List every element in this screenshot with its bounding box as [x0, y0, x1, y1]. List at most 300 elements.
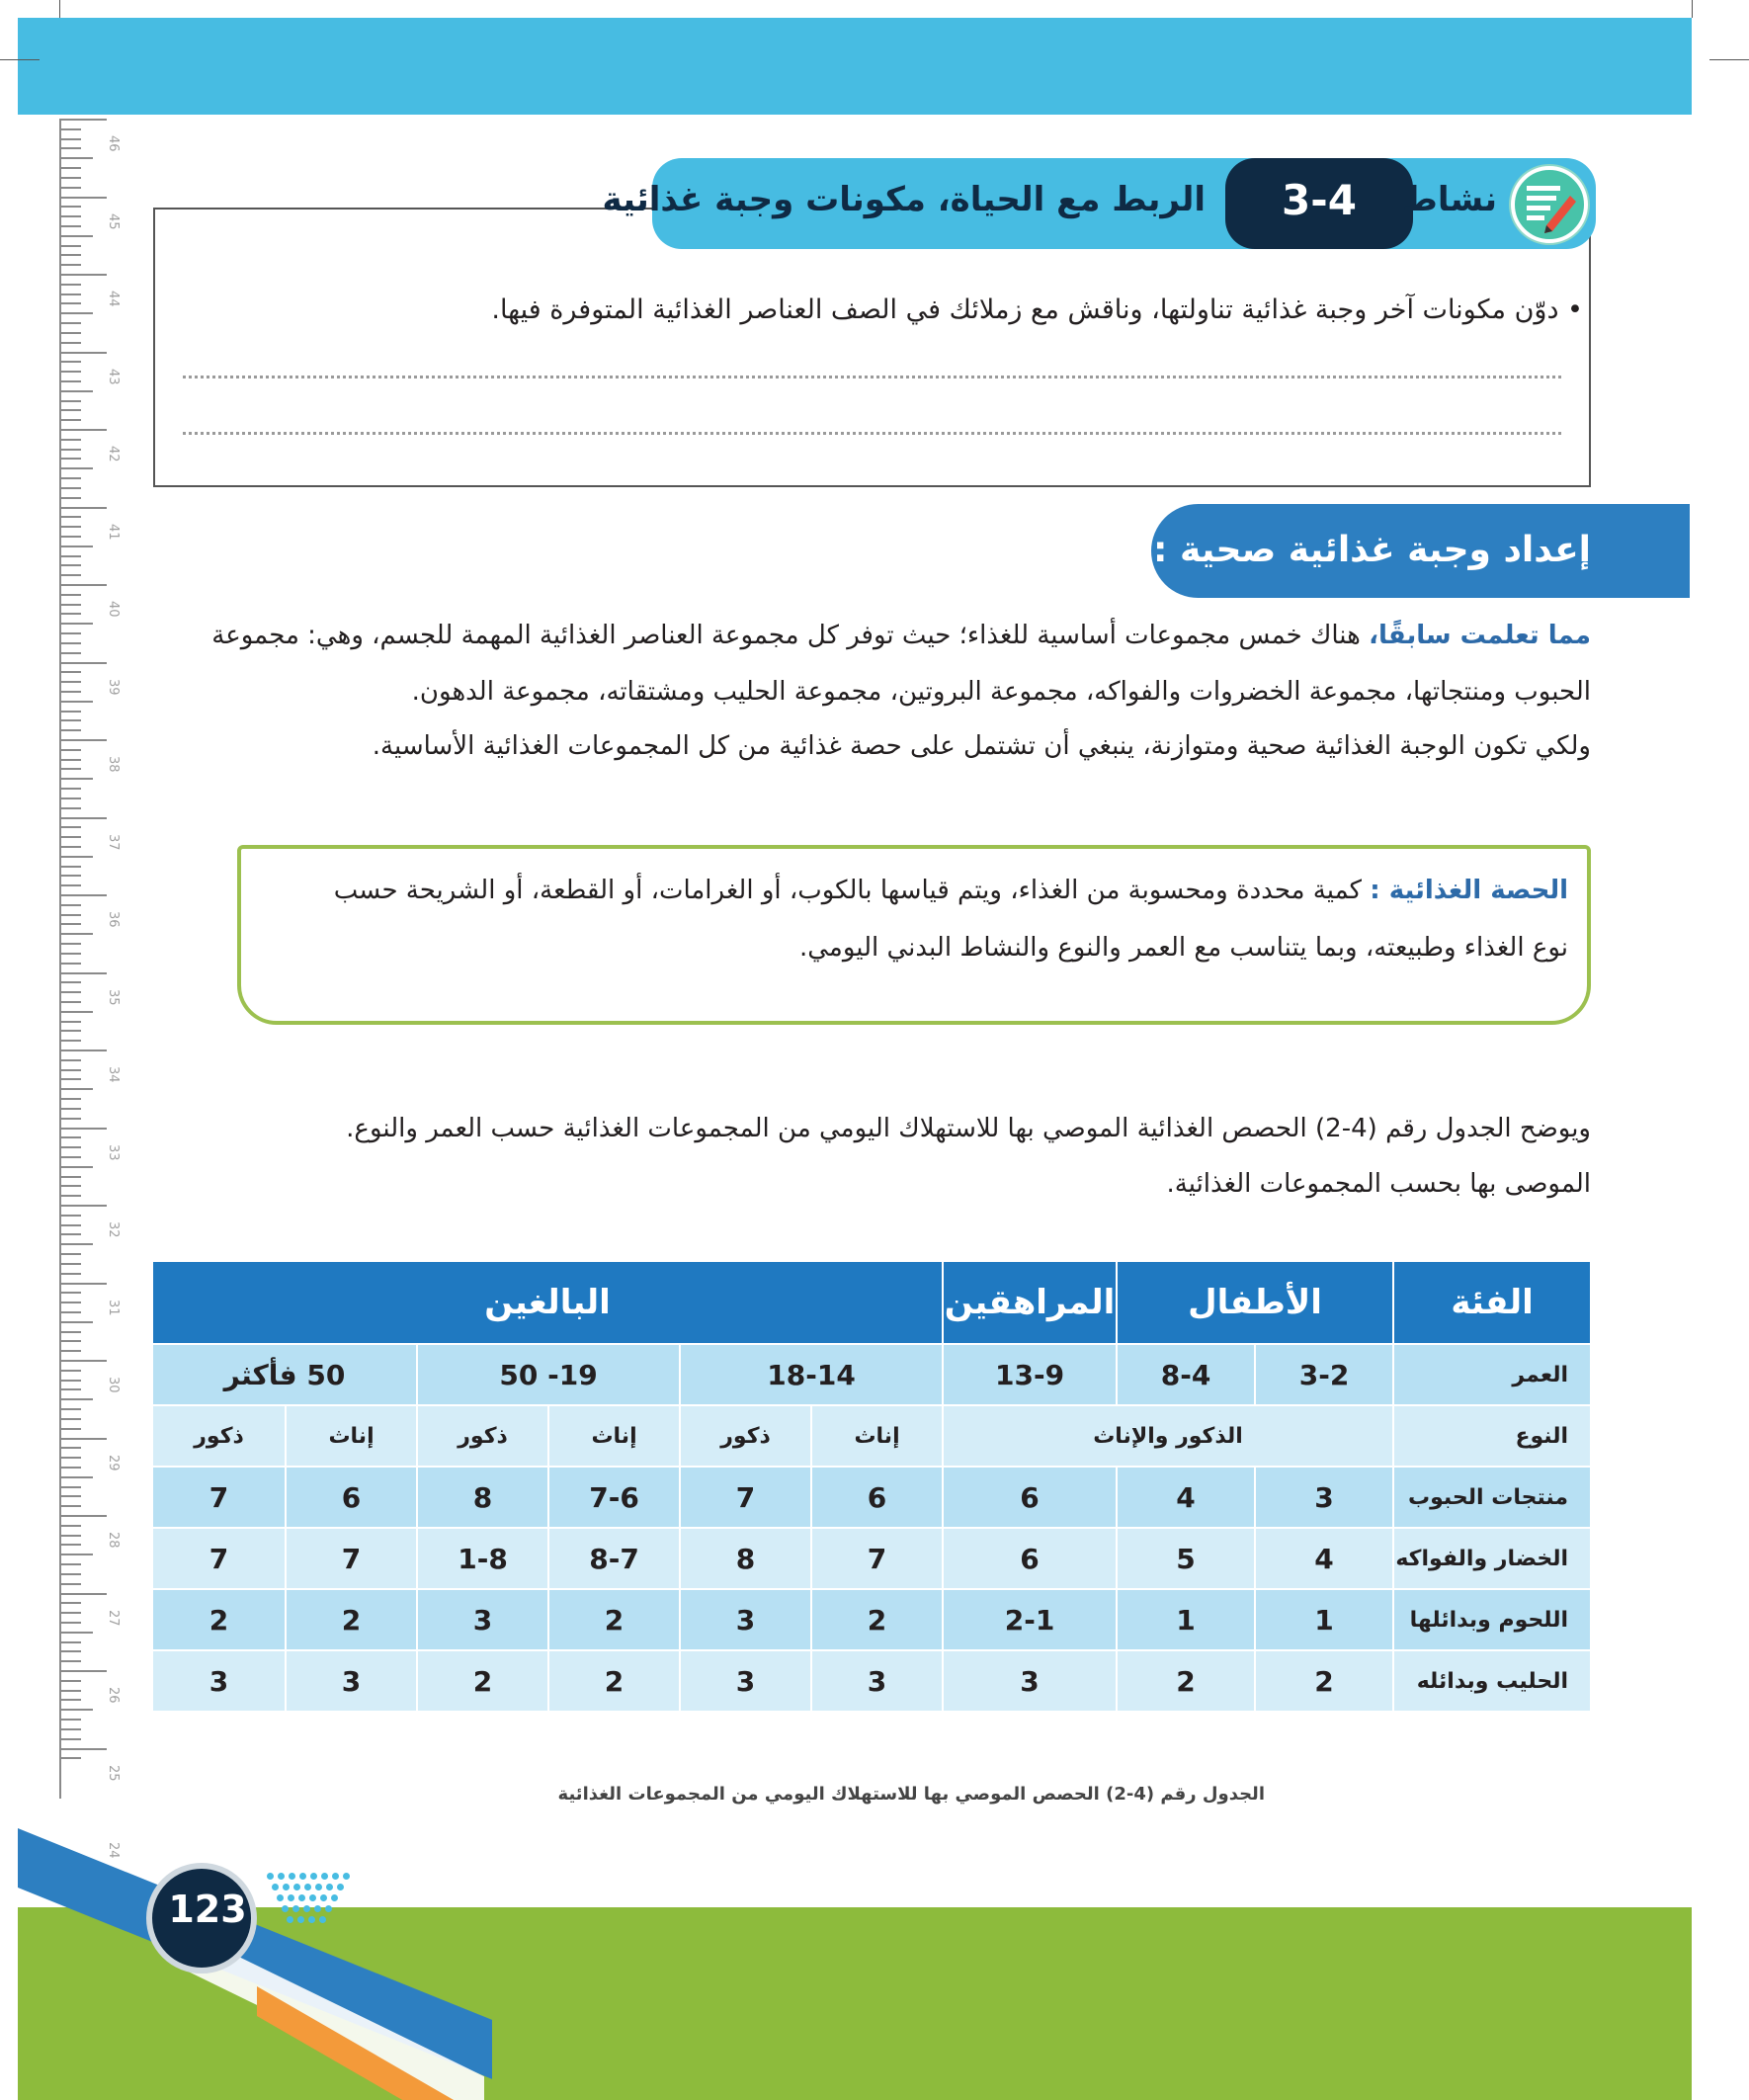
ruler-tick [59, 923, 81, 925]
value-cell: 1 [1117, 1589, 1255, 1650]
ruler-tick [59, 1380, 81, 1382]
ruler-tick [59, 991, 81, 993]
ruler-number: 36 [106, 911, 121, 928]
ruler-tick [59, 1311, 81, 1313]
ruler-tick [59, 1050, 107, 1051]
top-color-band [18, 18, 1692, 115]
ruler-tick [59, 487, 81, 489]
ruler-tick [59, 1728, 81, 1730]
intro-highlight: مما تعلمت سابقًا، [1369, 621, 1591, 650]
value-cell: 3 [286, 1650, 417, 1712]
logo-dot [304, 1884, 311, 1890]
ruler-tick [59, 1583, 81, 1585]
value-cell: 1 [1255, 1589, 1393, 1650]
ruler-tick [59, 254, 81, 256]
ruler-tick [59, 642, 81, 644]
ruler-tick [59, 1273, 81, 1275]
ruler-tick [59, 516, 81, 518]
ruler-number: 44 [106, 291, 121, 307]
ruler-tick [59, 1709, 93, 1711]
answer-line[interactable] [183, 432, 1561, 435]
table-row [152, 1528, 1591, 1589]
ruler-tick [59, 1699, 81, 1701]
ruler-tick [59, 1418, 81, 1420]
ruler-tick [59, 1136, 81, 1138]
value-cell: 7 [811, 1528, 943, 1589]
table-age-row [152, 1344, 1591, 1405]
ruler-tick [59, 302, 81, 304]
ruler-tick [59, 1650, 81, 1652]
logo-dot [297, 1916, 304, 1923]
intro-line-3: ولكي تكون الوجبة الغذائية صحية ومتوازنة، ينبغي أن تشتمل على حصة غذائية من كل المجموعات الغذائية الأساسية. [372, 731, 1591, 761]
logo-dot [272, 1884, 279, 1890]
table-caption: الجدول رقم (4-2) الحصص الموصي بها للاستهلاك اليومي من المجموعات الغذائية [557, 1784, 1265, 1805]
ruler-number: 45 [106, 212, 121, 230]
value-cell: 2 [152, 1589, 286, 1650]
definition-line-1 [334, 876, 1568, 905]
intro-line-1-text: هناك خمس مجموعات أساسية للغذاء؛ حيث توفر كل مجموعة العناصر الغذائية المهمة للجسم، وهي: مجموعة [211, 621, 1370, 650]
ruler-tick [59, 1011, 93, 1013]
ruler-tick [59, 419, 81, 421]
logo-dot [315, 1884, 322, 1890]
ruler-number: 35 [106, 988, 121, 1006]
value-cell: 8 [417, 1467, 548, 1528]
ruler-tick [59, 671, 81, 673]
section-header [1151, 504, 1690, 598]
ruler-tick [59, 904, 81, 906]
value-cell: 7-6 [548, 1467, 680, 1528]
crop-mark [1692, 0, 1693, 18]
value-cell: 3 [943, 1650, 1117, 1712]
ruler-tick [59, 1224, 81, 1226]
logo-dot [343, 1873, 350, 1880]
ruler-tick [59, 574, 81, 576]
ruler-tick [59, 1040, 81, 1042]
ruler-tick [59, 1428, 81, 1430]
value-cell: 5 [1117, 1528, 1255, 1589]
value-cell: 3 [152, 1650, 286, 1712]
ruler-tick [59, 187, 81, 189]
ruler-number: 43 [106, 368, 121, 385]
table-intro-line-2: الموصى بها بحسب المجموعات الغذائية. [1166, 1169, 1591, 1199]
activity-number: 3-4 [1282, 176, 1357, 224]
ruler-tick [59, 729, 81, 731]
value-cell: 2-1 [943, 1589, 1117, 1650]
age-cell: 8-4 [1117, 1344, 1255, 1405]
ruler-tick [59, 739, 107, 741]
ruler-tick [59, 294, 81, 295]
section-title: إعداد وجبة غذائية صحية : [1153, 530, 1591, 570]
logo-dot [310, 1873, 317, 1880]
table-sex-row [152, 1405, 1591, 1467]
value-cell: 2 [548, 1589, 680, 1650]
ruler-tick [59, 1476, 93, 1478]
ruler-tick [59, 719, 81, 721]
logo-dot [298, 1894, 305, 1901]
ruler-tick [59, 1243, 93, 1245]
table-row [152, 1467, 1591, 1528]
ruler-tick [59, 1215, 81, 1217]
value-cell: 2 [811, 1589, 943, 1650]
ruler-tick [59, 584, 107, 586]
row-label: الخضار والفواكه [1393, 1528, 1591, 1589]
ruler-tick [59, 953, 81, 955]
ruler-tick [59, 1505, 81, 1507]
value-cell: 6 [943, 1467, 1117, 1528]
ruler-tick [59, 1563, 81, 1565]
logo-dot [325, 1905, 332, 1912]
logo-dot [288, 1894, 294, 1901]
logo-dot [283, 1884, 290, 1890]
definition-line-1-text: كمية محددة ومحسوبة من الغذاء، ويتم قياسها بالكوب، أو الغرامات، أو القطعة، أو الشريحة حسب [333, 876, 1371, 905]
ruler-tick [59, 312, 93, 314]
ruler-tick [59, 1253, 81, 1255]
ruler-tick [59, 361, 81, 363]
page-number: 123 [168, 1888, 247, 1931]
ruler-tick [59, 429, 107, 431]
ruler-tick [59, 555, 81, 557]
ruler-tick [59, 1486, 81, 1488]
logo-dot [321, 1873, 328, 1880]
ruler-tick [59, 1321, 93, 1323]
ruler-tick [59, 1302, 81, 1303]
ruler-tick [59, 768, 81, 770]
value-cell: 3 [680, 1650, 811, 1712]
ruler-tick [59, 439, 81, 441]
ruler-tick [59, 449, 81, 451]
logo-dot [303, 1905, 310, 1912]
logo-dot [289, 1873, 295, 1880]
sex-label: النوع [1393, 1405, 1591, 1467]
ruler-tick [59, 1108, 81, 1110]
ruler-tick [59, 826, 81, 828]
ruler-number: 26 [106, 1687, 121, 1704]
ruler-tick [59, 284, 81, 286]
ruler-tick [59, 1185, 81, 1187]
ruler-tick [59, 564, 81, 566]
ruler-number: 34 [106, 1066, 121, 1083]
logo-dot [293, 1884, 300, 1890]
ruler-tick [59, 613, 81, 615]
side-ruler [59, 119, 121, 1859]
ruler-tick [59, 1554, 93, 1555]
ruler-tick [59, 215, 81, 217]
definition-term: الحصة الغذائية : [1370, 876, 1568, 905]
servings-table [151, 1260, 1592, 1713]
logo-dot [277, 1894, 284, 1901]
value-cell: 3 [680, 1589, 811, 1650]
value-cell: 3 [1255, 1467, 1393, 1528]
ruler-tick [59, 477, 81, 479]
value-cell: 6 [811, 1467, 943, 1528]
ruler-tick [59, 1525, 81, 1527]
ruler-tick [59, 1021, 81, 1023]
ruler-tick [59, 1283, 107, 1285]
ruler-tick [59, 1370, 81, 1372]
ruler-tick [59, 1088, 93, 1090]
header-adults: البالغين [152, 1261, 943, 1344]
ruler-tick [59, 807, 81, 809]
ruler-tick [59, 225, 81, 227]
logo-dot [337, 1884, 344, 1890]
logo-dot [331, 1894, 338, 1901]
ruler-tick [59, 322, 81, 324]
ruler-tick [59, 1146, 81, 1148]
value-cell: 2 [286, 1589, 417, 1650]
value-cell: 7 [152, 1467, 286, 1528]
ruler-tick [59, 1350, 81, 1352]
ruler-tick [59, 1001, 81, 1003]
ruler-tick [59, 245, 81, 247]
ruler-tick [59, 1030, 81, 1032]
ruler-tick [59, 177, 81, 179]
activity-title: الربط مع الحياة، مكونات وجبة غذائية [602, 180, 1206, 219]
ruler-tick [59, 662, 107, 664]
ruler-tick [59, 933, 93, 935]
age-cell: 13-9 [943, 1344, 1117, 1405]
ruler-tick [59, 866, 81, 868]
ruler-tick [59, 1340, 81, 1342]
value-cell: 4 [1255, 1528, 1393, 1589]
ruler-tick [59, 1176, 81, 1178]
value-cell: 2 [1117, 1650, 1255, 1712]
logo-dot [332, 1873, 339, 1880]
ruler-tick [59, 778, 93, 780]
ruler-tick [59, 390, 93, 392]
value-cell: 2 [548, 1650, 680, 1712]
age-cell: 19- 50 [417, 1344, 680, 1405]
value-cell: 7 [680, 1467, 811, 1528]
intro-line-1 [211, 621, 1591, 651]
notepad-pencil-icon [1511, 166, 1588, 243]
ruler-tick [59, 652, 81, 654]
male-cell: ذكور [152, 1405, 286, 1467]
value-cell: 8-7 [548, 1528, 680, 1589]
ruler-tick [59, 546, 93, 547]
ruler-tick [59, 371, 81, 373]
crop-mark [0, 59, 40, 60]
table-row [152, 1650, 1591, 1712]
crop-mark [1709, 59, 1749, 60]
header-category: الفئة [1393, 1261, 1591, 1344]
ruler-tick [59, 128, 81, 130]
ruler-number: 30 [106, 1377, 121, 1393]
ruler-tick [59, 875, 81, 877]
ruler-tick [59, 342, 81, 344]
ruler-tick [59, 1166, 93, 1168]
ruler-number: 25 [106, 1764, 121, 1782]
ruler-tick [59, 681, 81, 683]
ministry-logo-icon [267, 1873, 356, 1932]
ruler-tick [59, 264, 81, 266]
ruler-tick [59, 1593, 107, 1595]
ruler-tick [59, 632, 81, 634]
ruler-tick [59, 817, 107, 819]
logo-dot [292, 1905, 299, 1912]
ruler-tick [59, 972, 107, 974]
ruler-tick [59, 943, 81, 945]
header-teens: المراهقين [943, 1261, 1117, 1344]
ruler-tick [59, 1690, 81, 1692]
ruler-tick [59, 1515, 107, 1517]
ruler-tick [59, 1098, 81, 1100]
logo-dot [278, 1873, 285, 1880]
ruler-number: 39 [106, 678, 121, 696]
ruler-tick [59, 1447, 81, 1449]
definition-line-2: نوع الغذاء وطبيعته، وبما يتناسب مع العمر والنوع والنشاط البدني اليومي. [798, 933, 1568, 963]
ruler-tick [59, 1748, 107, 1750]
female-cell: إناث [811, 1405, 943, 1467]
ruler-tick [59, 1059, 81, 1061]
ruler-tick [59, 1660, 81, 1662]
ruler-tick [59, 856, 93, 858]
ruler-tick [59, 197, 107, 199]
value-cell: 7 [286, 1528, 417, 1589]
value-cell: 1-8 [417, 1528, 548, 1589]
ruler-number: 27 [106, 1609, 121, 1627]
ruler-tick [59, 400, 81, 402]
ruler-number: 31 [106, 1299, 121, 1316]
ruler-tick [59, 332, 81, 334]
ruler-tick [59, 1641, 81, 1643]
value-cell: 4 [1117, 1467, 1255, 1528]
activity-instruction: • دوّن مكونات آخر وجبة غذائية تناولتها، وناقش مع زملائك في الصف العناصر الغذائية المتوفرة فيها. [491, 294, 1583, 325]
logo-dot [326, 1884, 333, 1890]
ruler-tick [59, 623, 93, 625]
ruler-tick [59, 1602, 81, 1604]
ruler-tick [59, 497, 81, 499]
ruler-tick [59, 1495, 81, 1497]
ruler-tick [59, 749, 81, 751]
ruler-number: 28 [106, 1532, 121, 1549]
logo-dot [314, 1905, 321, 1912]
ruler-tick [59, 884, 81, 886]
intro-line-2: الحبوب ومنتجاتها، مجموعة الخضروات والفواكه، مجموعة البروتين، مجموعة الحليب ومشتقاته، مجموعة الدهون. [411, 677, 1591, 707]
activity-header [602, 158, 1596, 249]
ruler-tick [59, 846, 81, 848]
ruler-number: 24 [106, 1842, 121, 1859]
ruler-tick [59, 711, 81, 713]
ruler-tick [59, 1331, 81, 1333]
ruler-number: 33 [106, 1143, 121, 1161]
ruler-tick [59, 352, 107, 354]
ruler-tick [59, 1680, 81, 1682]
age-cell: 50 فأكثر [152, 1344, 417, 1405]
ruler-tick [59, 1408, 81, 1410]
logo-dot [299, 1873, 306, 1880]
ruler-number: 29 [106, 1454, 121, 1471]
both-sexes-cell: الذكور والإناث [943, 1405, 1393, 1467]
ruler-number: 46 [106, 135, 121, 152]
ruler-tick [59, 701, 93, 703]
ruler-tick [59, 235, 93, 237]
ruler-tick [59, 1535, 81, 1537]
ruler-tick [59, 1398, 93, 1400]
ruler-tick [59, 1757, 81, 1759]
ruler-tick [59, 1457, 81, 1459]
ruler-tick [59, 914, 81, 916]
ruler-tick [59, 1263, 81, 1265]
ruler-tick [59, 788, 81, 790]
table-row [152, 1589, 1591, 1650]
ruler-tick [59, 467, 93, 469]
ruler-tick [59, 526, 81, 528]
value-cell: 3 [811, 1650, 943, 1712]
age-cell: 18-14 [680, 1344, 943, 1405]
ruler-tick [59, 507, 107, 509]
ruler-tick [59, 458, 81, 460]
value-cell: 7 [152, 1528, 286, 1589]
ruler-tick [59, 1670, 107, 1672]
female-cell: إناث [548, 1405, 680, 1467]
ruler-tick [59, 894, 107, 896]
ruler-tick [59, 409, 81, 411]
ruler-tick [59, 147, 81, 149]
ruler-tick [59, 1719, 81, 1721]
ruler-number: 38 [106, 756, 121, 773]
logo-dot [309, 1894, 316, 1901]
ruler-tick [59, 1388, 81, 1390]
value-cell: 6 [286, 1467, 417, 1528]
ruler-tick [59, 1632, 93, 1634]
ruler-tick [59, 1573, 81, 1575]
ruler-tick [59, 1205, 107, 1207]
ruler-tick [59, 1292, 81, 1294]
ruler-tick [59, 274, 107, 276]
activity-label: نشاط [1402, 180, 1497, 219]
row-label: الحليب وبدائله [1393, 1650, 1591, 1712]
logo-dot [282, 1905, 289, 1912]
ruler-tick [59, 1438, 107, 1440]
ruler-tick [59, 157, 93, 159]
value-cell: 8 [680, 1528, 811, 1589]
logo-dot [320, 1894, 327, 1901]
ruler-tick [59, 1738, 81, 1740]
ruler-tick [59, 206, 81, 208]
ruler-number: 32 [106, 1221, 121, 1238]
logo-dot [308, 1916, 315, 1923]
ruler-number: 42 [106, 446, 121, 462]
ruler-tick [59, 604, 81, 606]
logo-dot [267, 1873, 274, 1880]
ruler-tick [59, 1078, 81, 1080]
ruler-tick [59, 798, 81, 799]
answer-line[interactable] [183, 376, 1561, 378]
table-header-row [152, 1261, 1591, 1344]
ruler-number: 40 [106, 601, 121, 618]
ruler-tick [59, 138, 81, 140]
ruler-tick [59, 1195, 81, 1197]
logo-dot [287, 1916, 293, 1923]
activity-box [153, 208, 1591, 487]
ruler-number: 37 [106, 833, 121, 851]
header-children: الأطفال [1117, 1261, 1393, 1344]
ruler-tick [59, 1118, 81, 1120]
value-cell: 2 [1255, 1650, 1393, 1712]
ruler-tick [59, 594, 81, 596]
ruler-tick [59, 836, 81, 838]
ruler-tick [59, 691, 81, 693]
ruler-tick [59, 1544, 81, 1546]
ruler-tick [59, 536, 81, 538]
ruler-tick [59, 1128, 107, 1130]
logo-dot [319, 1916, 326, 1923]
male-cell: ذكور [417, 1405, 548, 1467]
ruler-tick [59, 1069, 81, 1071]
ruler-tick [59, 1612, 81, 1614]
ruler-tick [59, 167, 81, 169]
age-cell: 3-2 [1255, 1344, 1393, 1405]
